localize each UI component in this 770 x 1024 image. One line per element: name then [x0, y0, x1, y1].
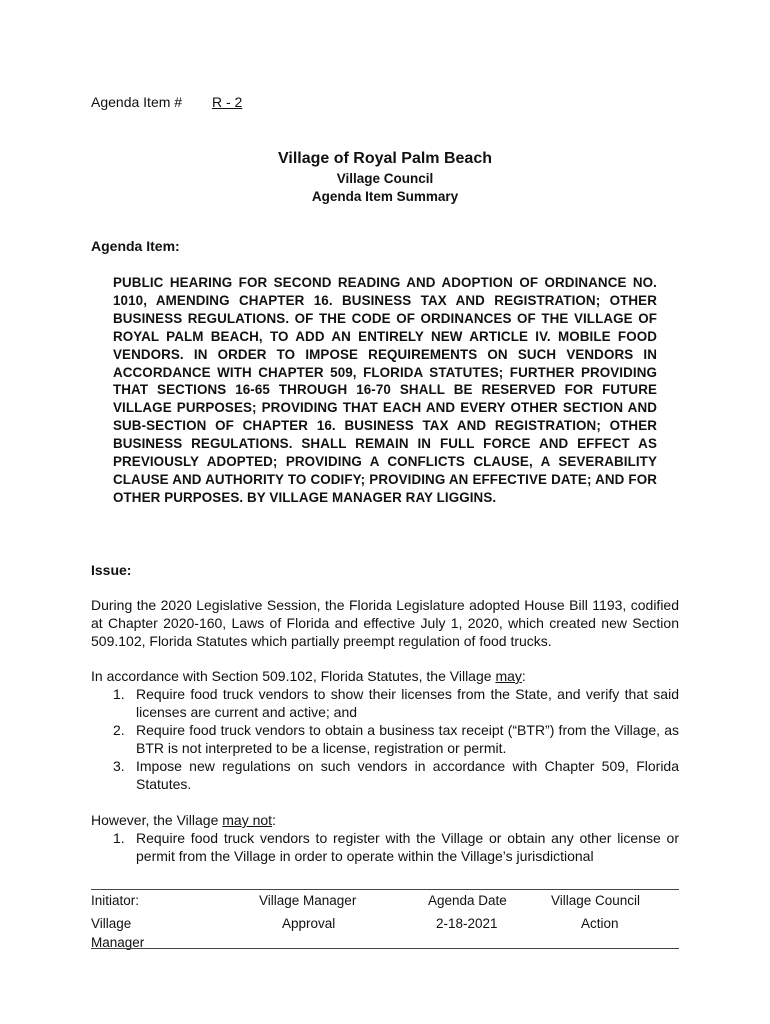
maynot-intro-text: However, the Village	[91, 812, 223, 828]
list-item-text: Impose new regulations on such vendors in accordance with Chapter 509, Florida Statutes.	[136, 758, 679, 792]
list-item-number: 1.	[113, 686, 125, 702]
list-item-text: Require food truck vendors to register with the Village or obtain any other license or permit from the Village in order to operate within the Village’s jurisdictional	[136, 830, 679, 864]
list-item-number: 2.	[113, 722, 125, 738]
list-item-number: 1.	[113, 830, 125, 846]
footer-initiator-line1: Village	[91, 916, 132, 931]
list-item	[91, 757, 679, 793]
agenda-item-number: R - 2	[211, 94, 243, 110]
footer-initiator-line2: Manager	[91, 935, 145, 950]
list-item	[91, 721, 679, 757]
may-word: may	[495, 668, 522, 684]
list-item-text: Require food truck vendors to show their licenses from the State, and verify that said licenses are current and active; and	[136, 686, 679, 720]
footer-initiator-header: Initiator:	[91, 893, 140, 908]
agenda-item-number-line	[91, 94, 242, 110]
footer-date-value: 2-18-2021	[436, 916, 498, 931]
footer-date-header: Agenda Date	[428, 893, 507, 908]
agenda-item-heading: Agenda Item:	[91, 238, 180, 254]
title-block	[0, 148, 770, 206]
document-subtitle: Agenda Item Summary	[311, 189, 459, 204]
issue-paragraph: During the 2020 Legislative Session, the Florida Legislature adopted House Bill 1193, codified at Chapter 2020-160, Laws of Florida and effective July 1, 2020, which created new Section 509.102, Florida Statutes which partially preempt regulation of food trucks.	[91, 597, 679, 649]
may-list	[91, 685, 679, 793]
maynot-list	[91, 829, 679, 865]
municipality-title: Village of Royal Palm Beach	[277, 150, 492, 167]
agenda-item-label: Agenda Item #	[91, 94, 183, 110]
footer-action-value: Action	[581, 916, 619, 931]
may-intro	[91, 667, 679, 685]
list-item	[91, 829, 679, 865]
may-intro-text: In accordance with Section 509.102, Florida Statutes, the Village	[91, 668, 496, 684]
maynot-word: may not	[222, 812, 273, 828]
list-item	[91, 685, 679, 721]
footer-initiator-value	[91, 914, 144, 952]
footer-bottom-rule	[91, 948, 679, 949]
footer-action-header: Village Council	[551, 893, 641, 908]
footer-approval-header: Village Manager	[259, 893, 357, 908]
list-item-number: 3.	[113, 758, 125, 774]
may-colon: :	[521, 668, 526, 684]
maynot-intro	[91, 811, 679, 829]
footer-top-rule	[91, 889, 679, 890]
maynot-colon: :	[272, 812, 276, 828]
footer-approval-value: Approval	[282, 916, 336, 931]
council-subtitle: Village Council	[336, 171, 434, 186]
issue-heading: Issue:	[91, 562, 132, 578]
ordinance-description: PUBLIC HEARING FOR SECOND READING AND ADOPTION OF ORDINANCE NO. 1010, AMENDING CHAPTER 16. BUSINESS TAX AND REGISTRATION; OTHER BUSINESS REGULATIONS. OF THE CODE OF ORDINANCES OF THE VILLAGE OF ROYAL PALM BEACH, TO ADD AN ENTIRELY NEW ARTICLE IV. MOBILE FOOD VENDORS. IN ORDER TO IMPOSE REQUIREMENTS ON SUCH VENDORS IN ACCORDANCE WITH CHAPTER 509, FLORIDA STATUTES; FURTHER PROVIDING THAT SECTIONS 16-65 THROUGH 16-70 SHALL BE RESERVED FOR FUTURE VILLAGE PURPOSES; PROVIDING THAT EACH AND EVERY OTHER SECTION AND SUB-SECTION OF CHAPTER 16. BUSINESS TAX AND REGISTRATION; OTHER BUSINESS REGULATIONS. SHALL REMAIN IN FULL FORCE AND EFFECT AS PREVIOUSLY ADOPTED; PROVIDING A CONFLICTS CLAUSE, A SEVERABILITY CLAUSE AND AUTHORITY TO CODIFY; PROVIDING AN EFFECTIVE DATE; AND FOR OTHER PURPOSES. BY VILLAGE MANAGER RAY LIGGINS.	[113, 275, 657, 505]
list-item-text: Require food truck vendors to obtain a business tax receipt (“BTR”) from the Village, as BTR is not interpreted to be a license, registration or permit.	[136, 722, 679, 756]
